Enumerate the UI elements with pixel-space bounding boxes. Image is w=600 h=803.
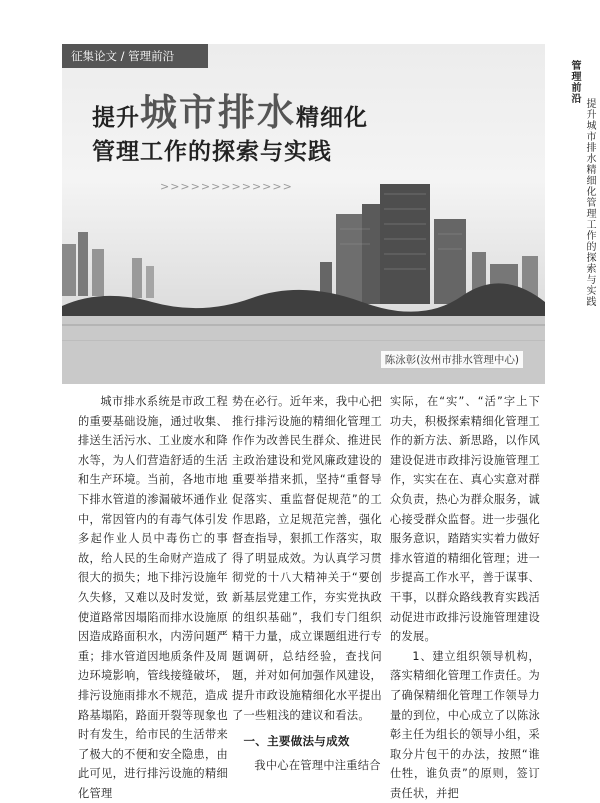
section-tag: 征集论文 / 管理前沿 <box>62 44 208 68</box>
side-title: 提升城市排水精细化管理工作的探索与实践 <box>584 98 595 307</box>
paragraph: 城市排水系统是市政工程的重要基础设施，通过收集、排送生活污水、工业废水和降水等，为人们营造舒适的生活和生产环境。当前，各地市地下排水管道的渗漏破坏通作业中，常因管内的有毒气体引发多起作业人员中毒伤亡的事故，给人民的生命财产造成了很大的损失；地下排污设施年久失修，又难以及时发觉，致使道路常因塌陷而排水设施原因造成路面积水，内涝问题严重；排水管道因地质条件及周边环境影响，管线接缝破坏，排污设施雨排水不规范，造成路基塌陷，路面开裂等现象也时有发生，给市民的生活带来了极大的不便和安全隐患，由此可见，进行排污设施的精细化管理 <box>78 395 228 800</box>
article-column-3 <box>390 392 540 803</box>
article-title <box>92 91 368 169</box>
side-running-title <box>582 98 596 307</box>
title-suffix: 精细化 <box>296 105 368 131</box>
decorative-arrows: >>>>>>>>>>>>> <box>160 180 293 193</box>
title-emphasis: 城市排水 <box>140 91 296 134</box>
paragraph: 我中心在管理中注重结合 <box>254 758 381 772</box>
section-heading: 一、主要做法与成效 <box>243 734 350 749</box>
paragraph: 势在必行。近年来，我中心把推行排污设施的精细化管理工作作为改善民生群众、推进民主政治建设和党风廉政建设的重要举措来抓，坚持“重督导促落实、重监督促规范”的工作思路，立足规范完善，强化督查指导，狠抓工作落实，取得了明显成效。为认真学习贯彻党的十八大精神关于“要创新基层党建工作，夯实党执政的组织基础”，我们专门组织精干力量，成立课题组进行专题调研，总结经验，查找问题，并对如何加强作风建设，提升市政设施精细化水平提出了一些粗浅的建议和看法。 <box>232 395 382 722</box>
article-column-1 <box>78 392 228 803</box>
side-section: 管理前沿 <box>569 60 580 104</box>
photo-caption: 陈泳彰(汝州市排水管理中心) <box>381 351 523 368</box>
title-prefix: 提升 <box>92 105 140 131</box>
header-photo <box>62 44 545 384</box>
side-running-header <box>567 60 581 104</box>
paragraph: 实际，在“实”、“活”字上下功夫，积极探索精细化管理工作的新方法、新思路，以作风建设促进市政排污设施管理工作，实实在在、真心实意对群众负责，热心为群众服务，诚心接受群众监督。进一步强化服务意识，踏踏实实着力做好排水管道的精细化管理；进一步提高工作水平，善于谋事、干事，以群众路线教育实践活动促进市政排污设施管理建设的发展。 <box>390 395 540 644</box>
city-skyline-illustration <box>62 44 545 384</box>
article-column-2 <box>232 392 382 775</box>
paragraph: 1、建立组织领导机构，落实精细化管理工作责任。为了确保精细化管理工作领导力量的到位，中心成立了以陈泳彰主任为组长的领导小组，采取分片包干的办法，按照“谁仕牲，谁负责”的原则，签订责任状，并把 <box>390 649 540 800</box>
title-line-2: 管理工作的探索与实践 <box>92 139 332 165</box>
